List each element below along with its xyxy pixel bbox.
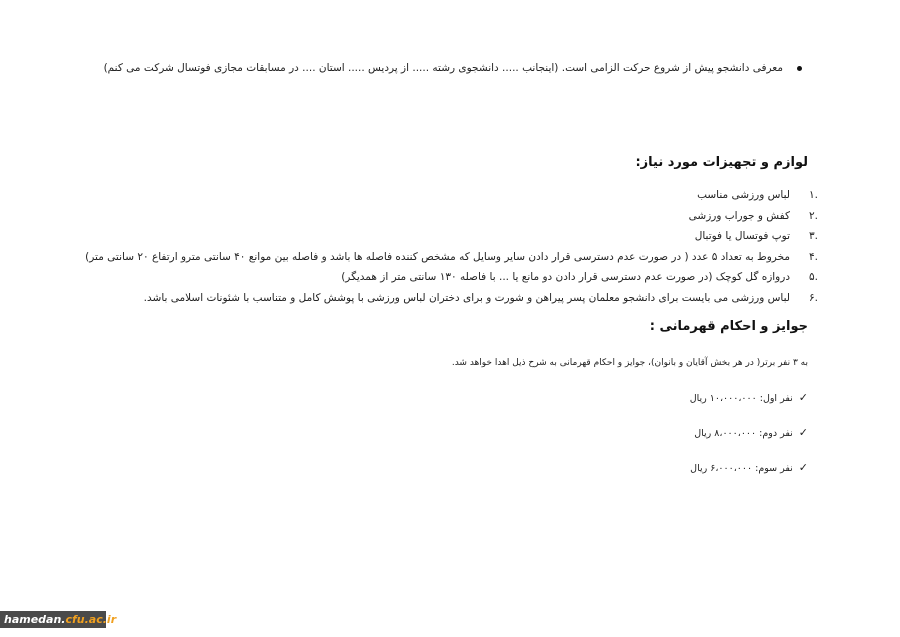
- prize-text: نفر سوم: ۶،۰۰۰،۰۰۰ ریال: [690, 463, 793, 474]
- prize-text: نفر دوم: ۸،۰۰۰،۰۰۰ ریال: [694, 428, 793, 439]
- item-number: .۴: [809, 250, 818, 263]
- list-item: [85, 226, 818, 247]
- item-text: توپ فوتسال یا فوتبال: [694, 230, 790, 243]
- list-item: [85, 185, 818, 206]
- item-text: کفش و جوراب ورزشی: [688, 209, 790, 222]
- item-number: .۳: [809, 230, 818, 243]
- prizes-intro: به ۳ نفر برتر( در هر بخش آقایان و بانوان)، جوایز و احکام قهرمانی به شرح ذیل اهدا خواهد شد.: [451, 358, 808, 368]
- equipment-list: [85, 185, 818, 309]
- checkmark-icon: ✓: [798, 461, 808, 474]
- site-watermark: [0, 611, 117, 628]
- list-item: [85, 267, 818, 288]
- list-item: [85, 288, 818, 309]
- watermark-part2: cfu.ac.ir: [65, 613, 117, 626]
- bullet-icon: [797, 66, 802, 71]
- item-number: .۱: [809, 189, 818, 201]
- prize-item: [690, 426, 808, 461]
- list-item: [85, 247, 818, 268]
- list-item: [85, 206, 818, 227]
- checkmark-icon: ✓: [798, 426, 808, 439]
- item-text: مخروط به تعداد ۵ عدد ( در صورت عدم دسترسی قرار دادن سایر وسایل که مشخص کننده فاصله ها باشد و فاصله بین موانع ۴۰ سانتی مترو ارتفاع ۲۰ سانتی متر): [85, 250, 790, 263]
- checkmark-icon: ✓: [798, 391, 808, 404]
- prize-item: [690, 391, 808, 426]
- prizes-heading: جوایز و احکام قهرمانی :: [649, 319, 808, 334]
- item-number: .۵: [809, 271, 818, 284]
- item-number: .۶: [809, 291, 818, 304]
- item-text: لباس ورزشی می بایست برای دانشجو معلمان پسر پیراهن و شورت و برای دختران لباس ورزشی با پوشش کامل و متناسب با شئونات اسلامی باشد.: [143, 291, 790, 304]
- prize-item: [690, 461, 808, 496]
- item-number: .۲: [809, 209, 818, 222]
- intro-bullet-text: معرفی دانشجو پیش از شروع حرکت الزامی است. (اینجانب ..... دانشجوی رشته ..... از پردیس ..... استان .... در مسابقات مجازی فوتسال شرکت می کنم): [103, 62, 783, 74]
- item-text: لباس ورزشی مناسب: [697, 189, 790, 201]
- prizes-list: [690, 391, 808, 496]
- equipment-heading: لوازم و تجهیزات مورد نیاز:: [635, 155, 808, 170]
- watermark-part1: hamedan.: [4, 613, 66, 626]
- intro-bullet: [104, 62, 802, 74]
- item-text: دروازه گل کوچک (در صورت عدم دسترسی قرار دادن دو مانع یا ... با فاصله ۱۳۰ سانتی متر از همدیگر): [341, 271, 790, 284]
- prize-text: نفر اول: ۱۰،۰۰۰،۰۰۰ ریال: [689, 393, 793, 404]
